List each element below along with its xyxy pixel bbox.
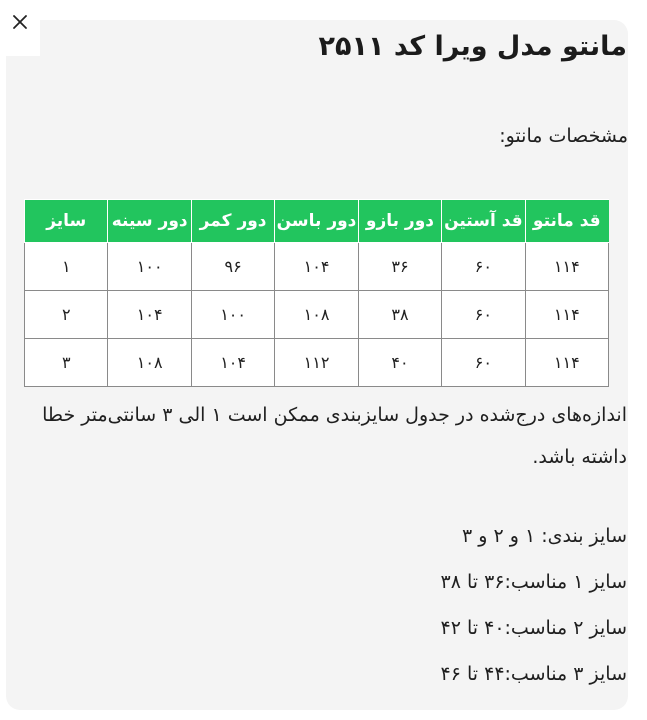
table-cell: ۴۰ bbox=[358, 339, 441, 387]
header-size: سایز bbox=[25, 200, 108, 243]
table-row bbox=[25, 291, 609, 339]
table-cell: ۱۱۴ bbox=[525, 243, 608, 291]
table-cell: ۱۰۸ bbox=[275, 291, 358, 339]
list-item: سایز ۱ مناسب:۳۶ تا ۳۸ bbox=[440, 571, 627, 593]
header-chest-circumference: دور سینه bbox=[108, 200, 191, 243]
size-info-list bbox=[227, 516, 627, 700]
list-item: سایز ۳ مناسب:۴۴ تا ۴۶ bbox=[440, 663, 627, 685]
table-cell: ۱۰۰ bbox=[191, 291, 274, 339]
list-item: سایز بندی: ۱ و ۲ و ۳ bbox=[461, 525, 627, 547]
table-cell: ۱۰۰ bbox=[108, 243, 191, 291]
table-cell: ۳۸ bbox=[358, 291, 441, 339]
table-cell: ۱۰۴ bbox=[108, 291, 191, 339]
table-cell: ۱۰۴ bbox=[191, 339, 274, 387]
table-cell: ۱۰۸ bbox=[108, 339, 191, 387]
product-title: مانتو مدل ویرا کد ۲۵۱۱ bbox=[318, 31, 627, 62]
table-cell: ۱۰۴ bbox=[275, 243, 358, 291]
table-cell: ۶۰ bbox=[442, 339, 525, 387]
header-dress-length: قد مانتو bbox=[525, 200, 608, 243]
header-waist-circumference: دور کمر bbox=[191, 200, 274, 243]
size-table-header-row bbox=[25, 200, 609, 243]
specs-heading: مشخصات مانتو: bbox=[499, 125, 628, 147]
size-table bbox=[24, 199, 609, 387]
table-row bbox=[25, 339, 609, 387]
close-button[interactable] bbox=[0, 0, 40, 56]
list-item: سایز ۲ مناسب:۴۰ تا ۴۲ bbox=[440, 617, 627, 639]
table-cell: ۱۱۴ bbox=[525, 291, 608, 339]
header-arm-circumference: دور بازو bbox=[358, 200, 441, 243]
table-cell: ۶۰ bbox=[442, 243, 525, 291]
close-icon bbox=[12, 14, 28, 30]
table-cell: ۱۱۲ bbox=[275, 339, 358, 387]
table-cell: ۲ bbox=[25, 291, 108, 339]
table-cell: ۳ bbox=[25, 339, 108, 387]
header-hip-circumference: دور باسن bbox=[275, 200, 358, 243]
table-cell: ۱۱۴ bbox=[525, 339, 608, 387]
table-cell: ۹۶ bbox=[191, 243, 274, 291]
table-cell: ۶۰ bbox=[442, 291, 525, 339]
table-row bbox=[25, 243, 609, 291]
size-tolerance-note: اندازه‌های درج‌شده در جدول سایزبندی ممکن است ۱ الی ۳ سانتی‌متر خطا داشته باشد. bbox=[42, 404, 627, 468]
table-cell: ۳۶ bbox=[358, 243, 441, 291]
table-cell: ۱ bbox=[25, 243, 108, 291]
header-sleeve-length: قد آستین bbox=[442, 200, 525, 243]
